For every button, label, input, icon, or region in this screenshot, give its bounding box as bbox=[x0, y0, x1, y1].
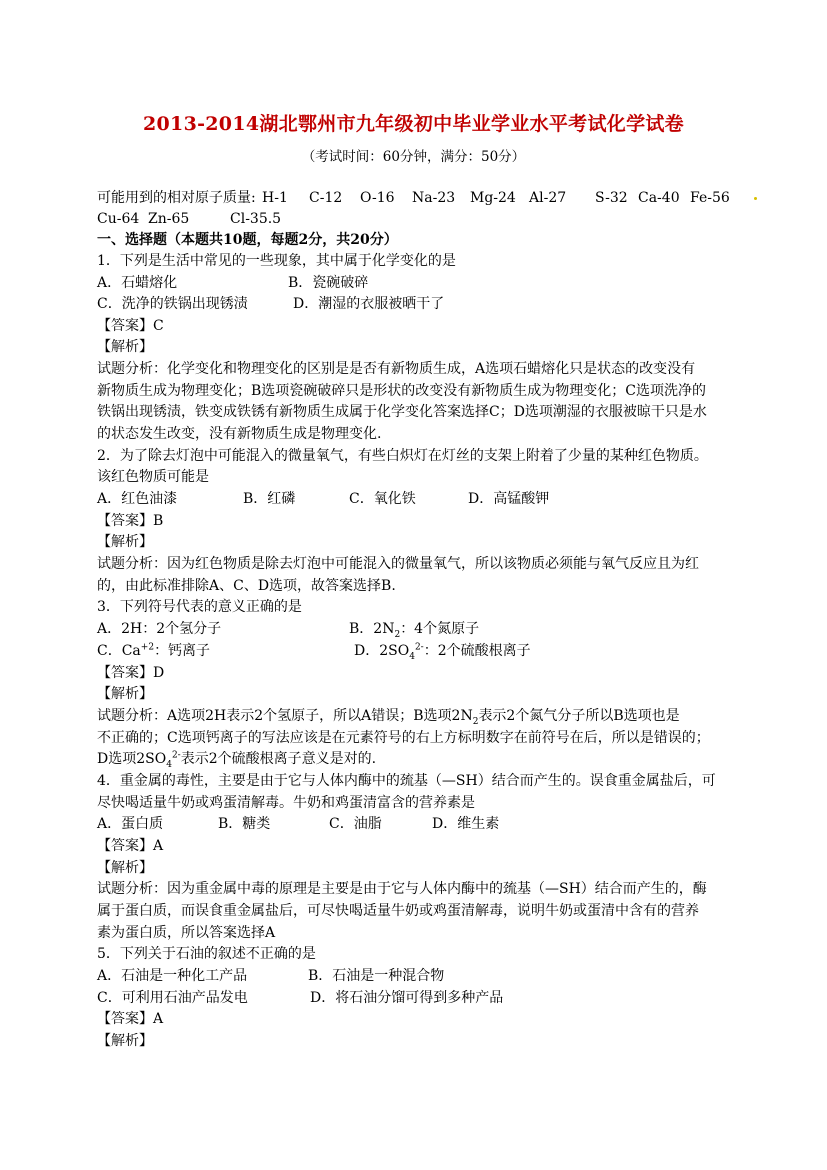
option-c: C．油脂 bbox=[329, 816, 382, 832]
atomic-mass-item: C-12 bbox=[309, 190, 343, 206]
question-stem: 4．重金属的毒性，主要是由于它与人体内酶中的巯基（—SH）结合而产生的。误食重金属盐后，可 bbox=[97, 773, 716, 789]
analysis-label: 【解析】 bbox=[97, 686, 153, 702]
option-b: B．糖类 bbox=[218, 816, 271, 832]
analysis-line: 素为蛋白质，所以答案选择A bbox=[97, 925, 276, 941]
analysis-line: 试题分析：化学变化和物理变化的区别是是否有新物质生成，A选项石蜡熔化只是状态的改变没有 bbox=[97, 361, 696, 377]
atomic-mass-item: H-1 bbox=[262, 190, 288, 206]
analysis-label: 【解析】 bbox=[97, 339, 153, 355]
analysis-line: 铁锅出现锈渍，铁变成铁锈有新物质生成属于化学变化答案选择C；D选项潮湿的衣服被晾干只是水 bbox=[97, 404, 707, 420]
atomic-mass-item: S-32 bbox=[595, 190, 628, 206]
question-stem: 5．下列关于石油的叙述不正确的是 bbox=[97, 946, 316, 962]
section-heading: 一、选择题（本题共10题，每题2分，共20分） bbox=[97, 232, 398, 248]
atomic-mass-item: Na-23 bbox=[412, 190, 456, 206]
atomic-mass-item: Cu-64 bbox=[97, 211, 140, 227]
analysis-line: 不正确的；C选项钙离子的写法应该是在元素符号的右上方标明数字在前符号在后，所以是错误的； bbox=[97, 730, 710, 746]
option-a: A．红色油漆 bbox=[97, 491, 178, 507]
answer: 【答案】B bbox=[97, 513, 164, 529]
atomic-mass-item: Ca-40 bbox=[638, 190, 680, 206]
exam-subtitle: （考试时间：60分钟，满分：50分） bbox=[301, 149, 526, 165]
option-d: D．潮湿的衣服被晒干了 bbox=[293, 296, 445, 312]
option-a: A．蛋白质 bbox=[97, 816, 164, 832]
question-stem: 2．为了除去灯泡中可能混入的微量氧气，有些白炽灯在灯丝的支架上附着了少量的某种红色物质。 bbox=[97, 448, 708, 464]
option-d: D．高锰酸钾 bbox=[468, 491, 550, 507]
analysis-line: 属于蛋白质，而误食重金属盐后，可尽快喝适量牛奶或鸡蛋清解毒，说明牛奶或蛋清中含有的营养 bbox=[97, 903, 699, 919]
option-d: D．$2SO_4^{2-}$：2个硫酸根离子 bbox=[354, 642, 531, 662]
option-b: B．石油是一种混合物 bbox=[308, 968, 445, 984]
answer: 【答案】C bbox=[97, 318, 164, 334]
atomic-mass-item: Fe-56 bbox=[690, 190, 730, 206]
question-stem: 1．下列是生活中常见的一些现象，其中属于化学变化的是 bbox=[97, 253, 456, 269]
analysis-label: 【解析】 bbox=[97, 1033, 153, 1049]
option-c: C．洗净的铁锅出现锈渍 bbox=[97, 296, 248, 312]
option-c: C．氧化铁 bbox=[349, 491, 416, 507]
atomic-mass-label: 可能用到的相对原子质量: bbox=[97, 190, 256, 206]
option-a: A．石油是一种化工产品 bbox=[97, 968, 248, 984]
answer: 【答案】D bbox=[97, 665, 165, 681]
stray-dot bbox=[754, 197, 757, 200]
answer: 【答案】A bbox=[97, 838, 164, 854]
option-d: D．维生素 bbox=[432, 816, 500, 832]
question-stem: 3．下列符号代表的意义正确的是 bbox=[97, 599, 302, 615]
option-b: B．红磷 bbox=[243, 491, 296, 507]
atomic-mass-item: Cl-35.5 bbox=[230, 211, 282, 227]
option-a: A．石蜡熔化 bbox=[97, 275, 178, 291]
atomic-mass-item: O-16 bbox=[360, 190, 395, 206]
exam-title: 2013-2014湖北鄂州市九年级初中毕业学业水平考试化学试卷 bbox=[143, 113, 684, 135]
option-c: C．$Ca^{+2}$：钙离子 bbox=[97, 642, 211, 659]
analysis-line: 试题分析：因为红色物质是除去灯泡中可能混入的微量氧气，所以该物质必须能与氧气反应且为红 bbox=[97, 556, 699, 572]
option-d: D．将石油分馏可得到多种产品 bbox=[310, 990, 504, 1006]
question-stem: 该红色物质可能是 bbox=[97, 469, 209, 485]
option-b: B．瓷碗破碎 bbox=[288, 275, 369, 291]
analysis-line: 试题分析：A选项2H表示2个氢原子，所以A错误；B选项$2N_2$表示2个氮气分子所以B选项也是 bbox=[97, 708, 680, 727]
analysis-line: D选项$2SO_4^{2-}$表示2个硫酸根离子意义是对的. bbox=[97, 750, 377, 770]
analysis-line: 新物质生成为物理变化；B选项瓷碗破碎只是形状的改变没有新物质生成为物理变化；C选项洗净的 bbox=[97, 383, 706, 399]
option-b: B．$2N_2$：4个氮原子 bbox=[349, 621, 480, 640]
analysis-line: 的，由此标准排除A、C、D选项，故答案选择B. bbox=[97, 578, 396, 594]
answer: 【答案】A bbox=[97, 1011, 164, 1027]
atomic-mass-item: Mg-24 bbox=[470, 190, 516, 206]
question-stem: 尽快喝适量牛奶或鸡蛋清解毒。牛奶和鸡蛋清富含的营养素是 bbox=[97, 795, 475, 811]
analysis-label: 【解析】 bbox=[97, 534, 153, 550]
atomic-mass-item: Al-27 bbox=[529, 190, 567, 206]
analysis-line: 的状态发生改变，没有新物质生成是物理变化. bbox=[97, 426, 382, 442]
option-a: A．2H：2个氢分子 bbox=[97, 621, 222, 637]
analysis-label: 【解析】 bbox=[97, 860, 153, 876]
atomic-mass-item: Zn-65 bbox=[148, 211, 190, 227]
analysis-line: 试题分析：因为重金属中毒的原理是主要是由于它与人体内酶中的巯基（—SH）结合而产生的，酶 bbox=[97, 881, 707, 897]
option-c: C．可利用石油产品发电 bbox=[97, 990, 248, 1006]
